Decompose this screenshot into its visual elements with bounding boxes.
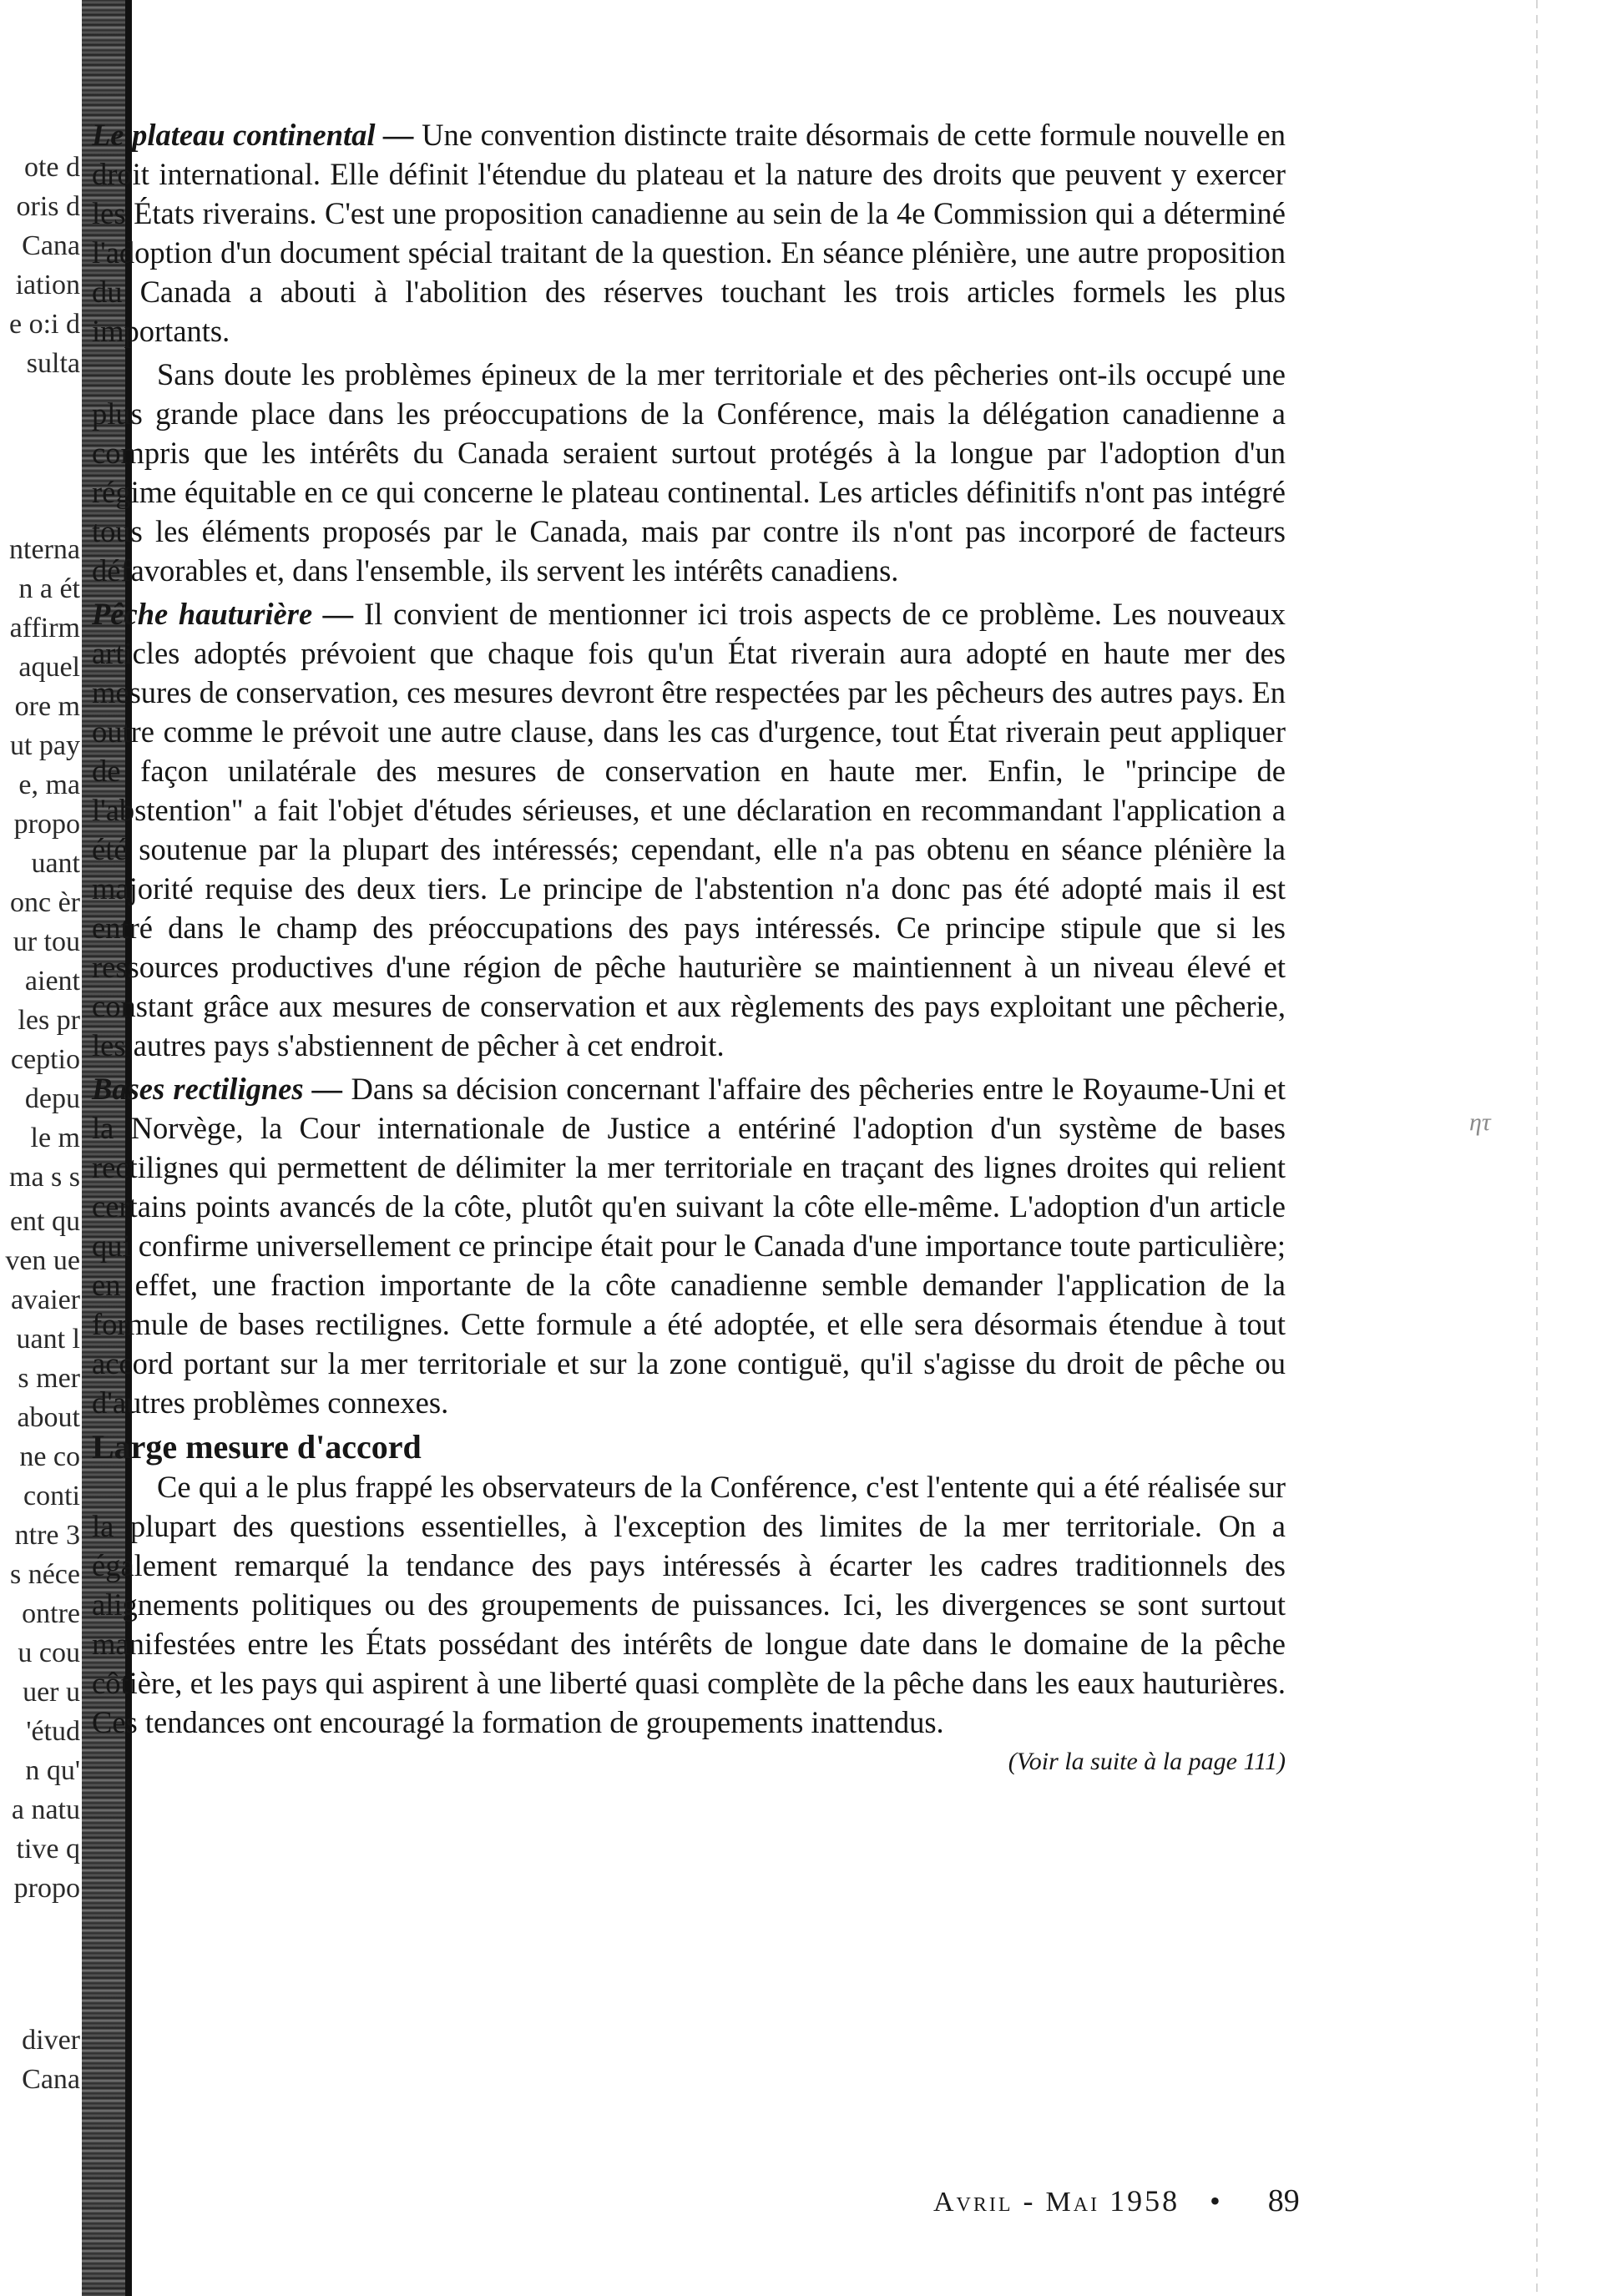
previous-page-fragment: ent qu	[9, 1206, 80, 1237]
previous-page-fragment: propo	[13, 1873, 80, 1904]
margin-mark: ητ	[1469, 1108, 1491, 1136]
previous-page-fragment: onc èr	[9, 887, 80, 918]
previous-page-fragment: ne co	[19, 1441, 80, 1472]
previous-page-fragment: affirm	[9, 613, 80, 643]
previous-page-fragment: n a ét	[18, 573, 80, 604]
previous-page-fragment: conti	[23, 1481, 80, 1511]
paragraph-large-mesure	[92, 1467, 1286, 1742]
previous-page-fragment: a natu	[11, 1794, 80, 1825]
previous-page-fragment: s mer	[18, 1363, 80, 1394]
article-body	[92, 115, 1286, 1781]
page-footer	[933, 2182, 1300, 2219]
footer-separator: -	[1023, 2184, 1036, 2218]
continued-note-text: Voir la suite à la page 111	[1016, 1748, 1277, 1775]
previous-page-fragment: les pr	[18, 1005, 80, 1036]
previous-page-fragment: e o:i d	[9, 309, 80, 340]
run-in-heading: Le plateau continental —	[92, 118, 414, 152]
previous-page-fragment: ma s s	[9, 1162, 80, 1193]
footer-month-a: Avril	[933, 2187, 1013, 2218]
page-number: 89	[1267, 2183, 1300, 2218]
right-page-edge	[1536, 0, 1538, 2296]
previous-page-fragment: ceptio	[10, 1044, 80, 1075]
previous-page-fragment: about	[17, 1402, 80, 1433]
footer-month-b: Mai	[1045, 2187, 1100, 2218]
previous-page-fragment: e, ma	[18, 770, 80, 800]
previous-page-fragment: iation	[15, 270, 80, 300]
previous-page-fragment: depu	[24, 1083, 80, 1114]
section-heading: Large mesure d'accord	[92, 1428, 422, 1466]
previous-page-fragment: sulta	[26, 348, 80, 379]
run-in-heading: Pêche hauturière —	[92, 597, 354, 631]
paragraph-text: Une convention distincte traite désormais de cette formule nouvelle en droit international. Elle définit l'étendue du plateau et la nature des droits que peuvent y exercer les États riverains. C'est une proposition canadienne au sein de la 4e Commission qui a déterminé l'adoption d'un document spécial traitant de la question. En séance plénière, une autre proposition du Canada a abouti à l'abolition des réserves touchant les trois articles formels les plus importants.	[92, 118, 1286, 348]
previous-page-fragment: aquel	[18, 652, 80, 683]
previous-page-fragment: oris d	[16, 191, 80, 222]
previous-page-fragment: diver	[22, 2025, 80, 2056]
previous-page-fragment: uer u	[23, 1677, 80, 1708]
previous-page-fragment: u cou	[18, 1637, 80, 1668]
paragraph-text: Dans sa décision concernant l'affaire des pêcheries entre le Royaume-Uni et la Norvège, la Cour internationale de Justice a entériné l'adoption d'un système de bases rectilignes qui permettent de délimiter la mer territoriale en traçant des lignes droites qui relient certains points avancés de la côte, plutôt qu'en suivant la côte elle-même. L'adoption d'un article qui confirme universellement ce principe était pour le Canada d'une importance toute particulière; en effet, une fraction importante de la côte canadienne semble demander l'application de la formule de bases rectilignes. Cette formule a été adoptée, et elle sera désormais étendue à tout accord portant sur la mer territoriale et sur la zone contiguë, qu'il s'agisse du droit de pêche ou d'autres problèmes connexes.	[92, 1072, 1286, 1420]
run-in-heading: Bases rectilignes —	[92, 1072, 343, 1106]
previous-page-fragment: aient	[24, 966, 80, 997]
previous-page-fragment: tive q	[16, 1834, 80, 1865]
previous-page-fragment: s néce	[9, 1559, 80, 1590]
previous-page-fragment: uant l	[16, 1324, 80, 1355]
previous-page-fragment: ote d	[23, 152, 80, 183]
previous-page-fragment: n qu'	[25, 1755, 80, 1786]
footer-bullet: •	[1210, 2184, 1223, 2218]
previous-page-fragment: ven ue	[5, 1245, 80, 1276]
paragraph-text: Il convient de mentionner ici trois aspects de ce problème. Les nouveaux articles adoptés prévoient que chaque fois qu'un État riverain aura adopté en haute mer des mesures de conservation, ces mesures devront être respectées par les pêcheurs des autres pays. En outre comme le prévoit une autre clause, dans les cas d'urgence, tout État riverain peut appliquer de façon unilatérale des mesures de conservation en haute mer. Enfin, le "principe de l'abstention" a fait l'objet d'études sérieuses, et une déclaration en recommandant l'application a été soutenue par la plupart des intéressés; cependant, elle n'a pas obtenu en séance plénière la majorité requise des deux tiers. Le principe de l'abstention n'a donc pas été adopté mais il est entré dans le champ des préoccupations des pays intéressés. Ce principe stipule que si les ressources productives d'une région de pêche hauturière se maintiennent à un niveau élevé et constant grâce aux mesures de conservation et aux règlements des pays exploitant une pêcherie, les autres pays s'abstiennent de pêcher à cet endroit.	[92, 597, 1286, 1062]
continued-note: (Voir la suite à la page 111)	[1008, 1748, 1286, 1775]
paragraph-bases-rectilignes	[92, 1069, 1286, 1422]
paragraph-text: Sans doute les problèmes épineux de la mer territoriale et des pêcheries ont-ils occupé une plus grande place dans les préoccupations de la Conférence, mais la délégation canadienne a compris que les intérêts du Canada seraient surtout protégés à la longue par l'adoption d'un régime équitable en ce qui concerne le plateau continental. Les articles définitifs n'ont pas intégré tous les éléments proposés par le Canada, mais par contre ils n'ont pas incorporé de facteurs défavorables et, dans l'ensemble, ils servent les intérêts canadiens.	[92, 357, 1286, 588]
previous-page-fragment: le m	[30, 1123, 80, 1153]
previous-page-fragment: ut pay	[9, 730, 80, 761]
previous-page-fragment: avaier	[10, 1284, 80, 1315]
previous-page-fragment: ontre	[22, 1598, 80, 1629]
previous-page-fragment: propo	[13, 809, 80, 840]
paragraph-plateau-discussion	[92, 355, 1286, 590]
paragraph-peche-hauturiere	[92, 594, 1286, 1065]
previous-page-fragment: Cana	[22, 2064, 80, 2095]
previous-page-fragment: ur tou	[13, 926, 80, 957]
paragraph-text: Ce qui a le plus frappé les observateurs de la Conférence, c'est l'entente qui a été réalisée sur la plupart des questions essentielles, à l'exception des limites de la mer territoriale. On a également remarqué la tendance des pays intéressés à écarter les cadres traditionnels des alignements politiques ou des groupements de puissances. Ici, les divergences se sont surtout manifestées entre les États possédant des intérêts de longue date dans le domaine de la pêche côtière, et les pays qui aspirent à une liberté quasi complète de la pêche dans les eaux hauturières. Ces tendances ont encouragé la formation de groupements inattendus.	[92, 1470, 1286, 1739]
paragraph-plateau-continental	[92, 115, 1286, 351]
previous-page-fragment: ntre 3	[14, 1520, 80, 1551]
footer-year: 1958	[1109, 2184, 1180, 2218]
previous-page-fragment: nterna	[9, 534, 80, 565]
previous-page-fragment: Cana	[22, 230, 80, 261]
previous-page-fragment: uant	[31, 848, 80, 879]
previous-page-fragment: 'étud	[26, 1716, 80, 1747]
previous-page-fragment: ore m	[14, 691, 80, 722]
